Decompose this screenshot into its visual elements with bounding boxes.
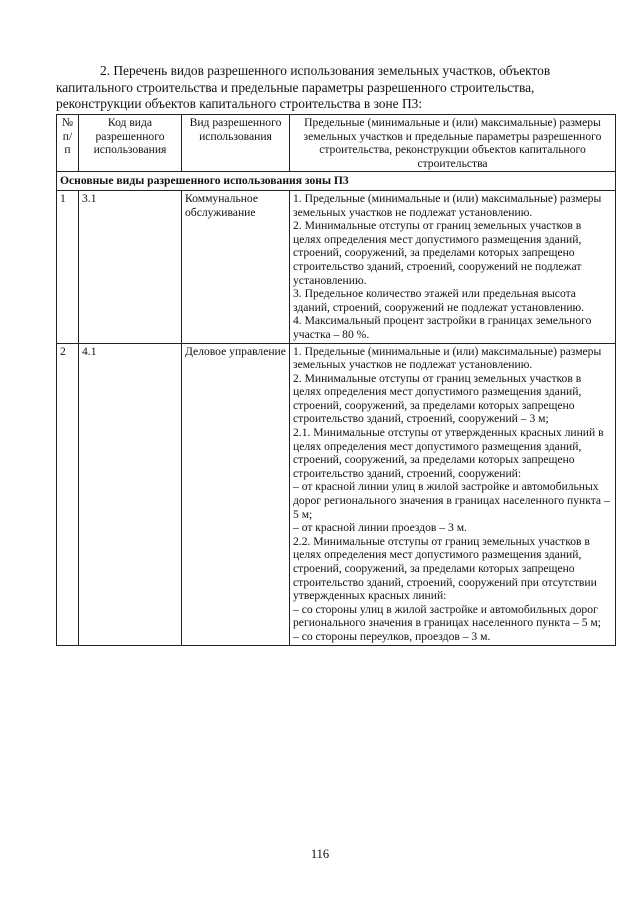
header-num: № п/п [57,115,79,172]
row-params [290,343,616,645]
table-row [57,190,616,343]
table-row [57,343,616,645]
row-code: 3.1 [79,190,182,343]
row-code: 4.1 [79,343,182,645]
header-params: Предельные (минимальные и (или) максимальные) размеры земельных участков и предельные параметры разрешенного строительства, реконструкции объектов капитального строительства [290,115,616,172]
param-item: 4. Максимальный процент застройки в границах земельного участка – 80 %. [293,314,592,341]
param-item: 2.1. Минимальные отступы от утвержденных красных линий в целях определения мест допустимого размещения зданий, строений, сооружений, за пределами которых запрещено строительство зданий, строений, сооружений: [293,426,604,480]
param-item: – со стороны улиц в жилой застройке и автомобильных дорог регионального значения в границах населенного пункта – 5 м; [293,602,601,630]
param-item: 2. Минимальные отступы от границ земельных участков в целях определения мест допустимого размещения зданий, строений, сооружений, за пределами которых запрещено строительство зданий, строений, сооружений – 3 м; [293,371,582,426]
intro-paragraph [56,63,616,113]
intro-line: капитального строительства и предельные параметры разрешенного строительства, [56,79,535,95]
header-type: Вид разрешенного использования [182,115,290,172]
param-item: 1. Предельные (минимальные и (или) максимальные) размеры земельных участков не подлежат установлению. [293,191,602,219]
section-row [57,172,616,191]
param-item: 1. Предельные (минимальные и (или) максимальные) размеры земельных участков не подлежат установлению. [293,344,602,372]
param-item: 2. Минимальные отступы от границ земельных участков в целях определения мест допустимого размещения зданий, строений, сооружений, за пределами которых запрещено строительство зданий, строений, сооружений не подлежат установлению. [293,219,582,287]
zoning-table [56,114,616,646]
row-params [290,190,616,343]
param-item: – от красной линии улиц в жилой застройке и автомобильных дорог регионального значения в границах населенного пункта – 5 м; [293,480,610,521]
param-item: – со стороны переулков, проездов – 3 м. [293,629,491,643]
header-code: Код вида разрешенного использования [79,115,182,172]
section-title: Основные виды разрешенного использования зоны П3 [57,172,616,191]
row-type: Деловое управление [182,343,290,645]
param-item: – от красной линии проездов – 3 м. [293,521,467,535]
param-item: 3. Предельное количество этажей или предельная высота зданий, строений, сооружений не подлежат установлению. [293,287,585,314]
intro-line: реконструкции объектов капитального строительства в зоне П3: [56,96,423,111]
intro-line: 2. Перечень видов разрешенного использования земельных участков, объектов [100,63,551,78]
page-number: 116 [310,847,330,861]
param-item: 2.2. Минимальные отступы от границ земельных участков в целях определения мест допустимого размещения зданий, строений, сооружений, за пределами которых запрещено строительство зданий, строений, сооружений при отсутствии утвержденных красных линий: [293,534,597,603]
table-header-row [57,115,616,172]
row-num: 1 [57,190,79,343]
row-num: 2 [57,343,79,645]
row-type: Коммунальное обслуживание [182,190,290,343]
